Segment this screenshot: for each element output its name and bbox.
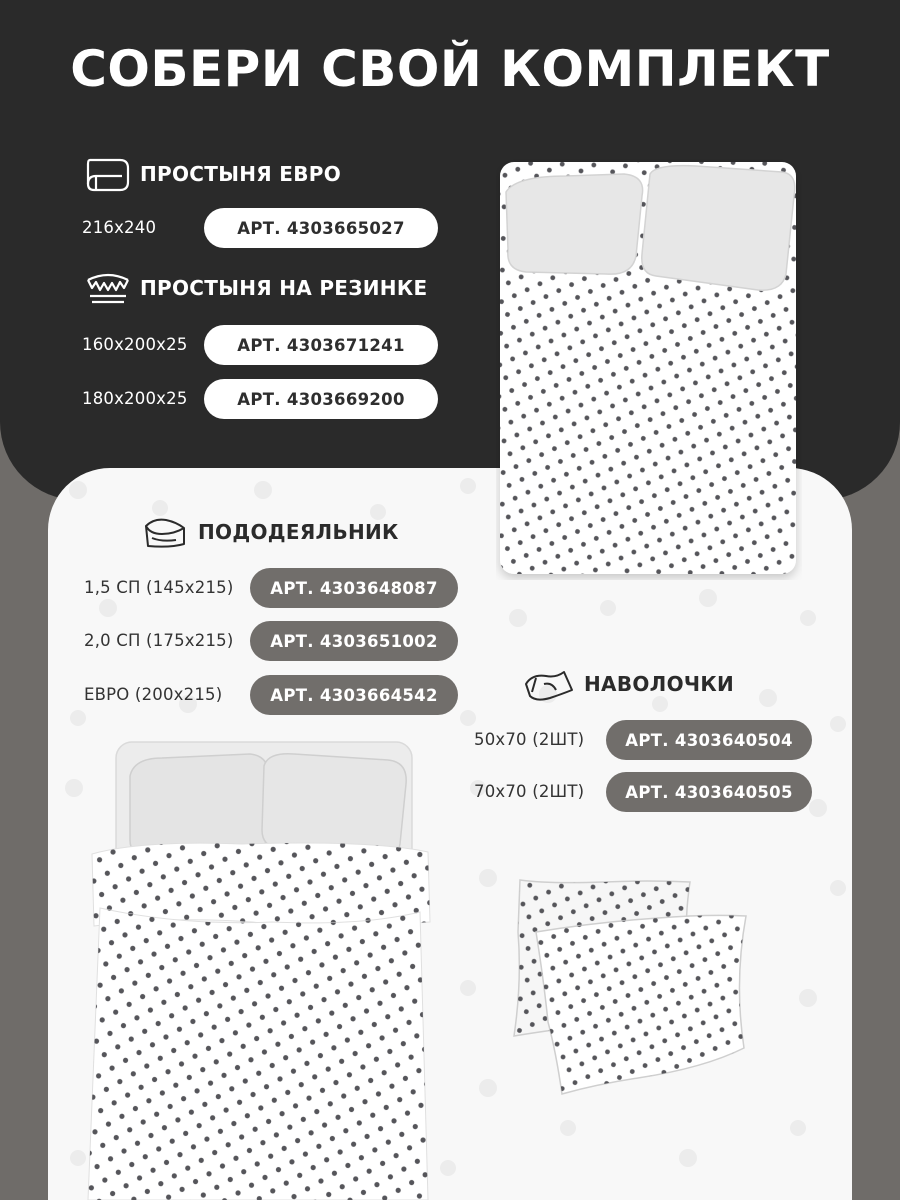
fitted-sheet-header [84,268,427,308]
duvet-cover-title: ПОДОДЕЯЛЬНИК [198,520,399,544]
duvet-article-button-3[interactable]: АРТ. 4303664542 [250,675,458,715]
fitted-sheet-size-1: 160х200х25 [82,335,188,354]
fitted-sheet-icon [84,268,132,308]
duvet-size-1: 1,5 СП (145х215) [84,578,234,597]
duvet-icon [140,512,190,552]
page-title: СОБЕРИ СВОЙ КОМПЛЕКТ [70,40,830,98]
fitted-sheet-product-image [496,156,802,580]
fitted-sheet-size-2: 180х200х25 [82,389,188,408]
pillowcases-product-image [508,872,764,1100]
sheet-euro-article-button[interactable]: АРТ. 4303665027 [204,208,438,248]
duvet-article-button-2[interactable]: АРТ. 4303651002 [250,621,458,661]
pillowcase-article-button-2[interactable]: АРТ. 4303640505 [606,772,812,812]
duvet-article-button-1[interactable]: АРТ. 4303648087 [250,568,458,608]
duvet-size-3: ЕВРО (200х215) [84,685,223,704]
sheet-euro-size: 216х240 [82,218,157,237]
pillowcase-size-1: 50х70 (2ШТ) [474,730,585,749]
pillow-icon [522,664,576,704]
pillowcase-article-button-1[interactable]: АРТ. 4303640504 [606,720,812,760]
duvet-cover-header [140,512,399,552]
pillowcases-title: НАВОЛОЧКИ [584,672,735,696]
fitted-sheet-article-button-2[interactable]: АРТ. 4303669200 [204,379,438,419]
pillowcases-header [522,664,734,704]
fitted-sheet-title: ПРОСТЫНЯ НА РЕЗИНКЕ [140,276,428,300]
duvet-bed-product-image [82,736,438,1200]
sheet-euro-header [84,154,341,194]
duvet-size-2: 2,0 СП (175х215) [84,631,234,650]
folded-sheet-icon [84,154,132,194]
sheet-euro-title: ПРОСТЫНЯ ЕВРО [140,162,342,186]
pillowcase-size-2: 70х70 (2ШТ) [474,782,585,801]
fitted-sheet-article-button-1[interactable]: АРТ. 4303671241 [204,325,438,365]
